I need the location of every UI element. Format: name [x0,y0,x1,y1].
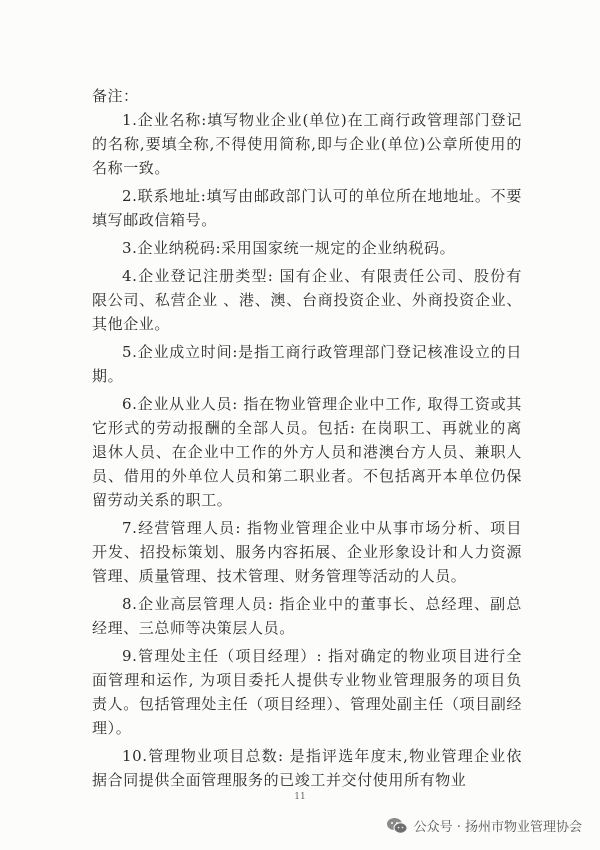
wechat-watermark [386,816,582,835]
note-item: 10.管理物业项目总数: 是指评选年度末,物业管理企业依据合同提供全面管理服务的已竣工并交付使用所有物业 [92,747,522,789]
note-item: 5.企业成立时间:是指工商行政管理部门登记核准设立的日期。 [92,343,522,385]
notes-section [92,84,522,796]
note-item: 2.联系地址:填写由邮政部门认可的单位所在地地址。不要填写邮政信箱号。 [92,187,522,229]
page-number: 11 [294,792,306,802]
note-item: 4.企业登记注册类型: 国有企业、有限责任公司、股份有限公司、私营企业 、港、澳、台商投资企业、外商投资企业、其他企业。 [92,267,522,333]
note-item: 1.企业名称:填写物业企业(单位)在工商行政管理部门登记的名称,要填全称,不得使用简称,即与企业(单位)公章所使用的名称一致。 [92,111,522,177]
watermark-text: 公众号 · 扬州市物业管理协会 [413,820,582,835]
note-item: 9.管理处主任（项目经理）: 指对确定的物业项目进行全面管理和运作, 为项目委托人提供专业物业管理服务的项目负责人。包括管理处主任（项目经理）、管理处副主任（项目副经理）。 [92,647,522,737]
note-item: 7.经营管理人员: 指物业管理企业中从事市场分析、项目开发、招投标策划、服务内容拓展、企业形象设计和人力资源管理、质量管理、技术管理、财务管理等活动的人员。 [92,519,522,585]
note-item: 3.企业纳税码:采用国家统一规定的企业纳税码。 [122,239,456,257]
note-item: 6.企业从业人员: 指在物业管理企业中工作, 取得工资或其它形式的劳动报酬的全部人员。包括: 在岗职工、再就业的离退休人员、在企业中工作的外方人员和港澳台方人员、兼职人员、借用的外单位人员和第二职业者。不包括离开本单位仍保留劳动关系的职工。 [92,395,522,509]
notes-heading: 备注： [92,87,139,105]
wechat-icon [386,817,408,835]
note-item: 8.企业高层管理人员: 指企业中的董事长、总经理、副总经理、三总师等决策层人员。 [92,595,522,637]
